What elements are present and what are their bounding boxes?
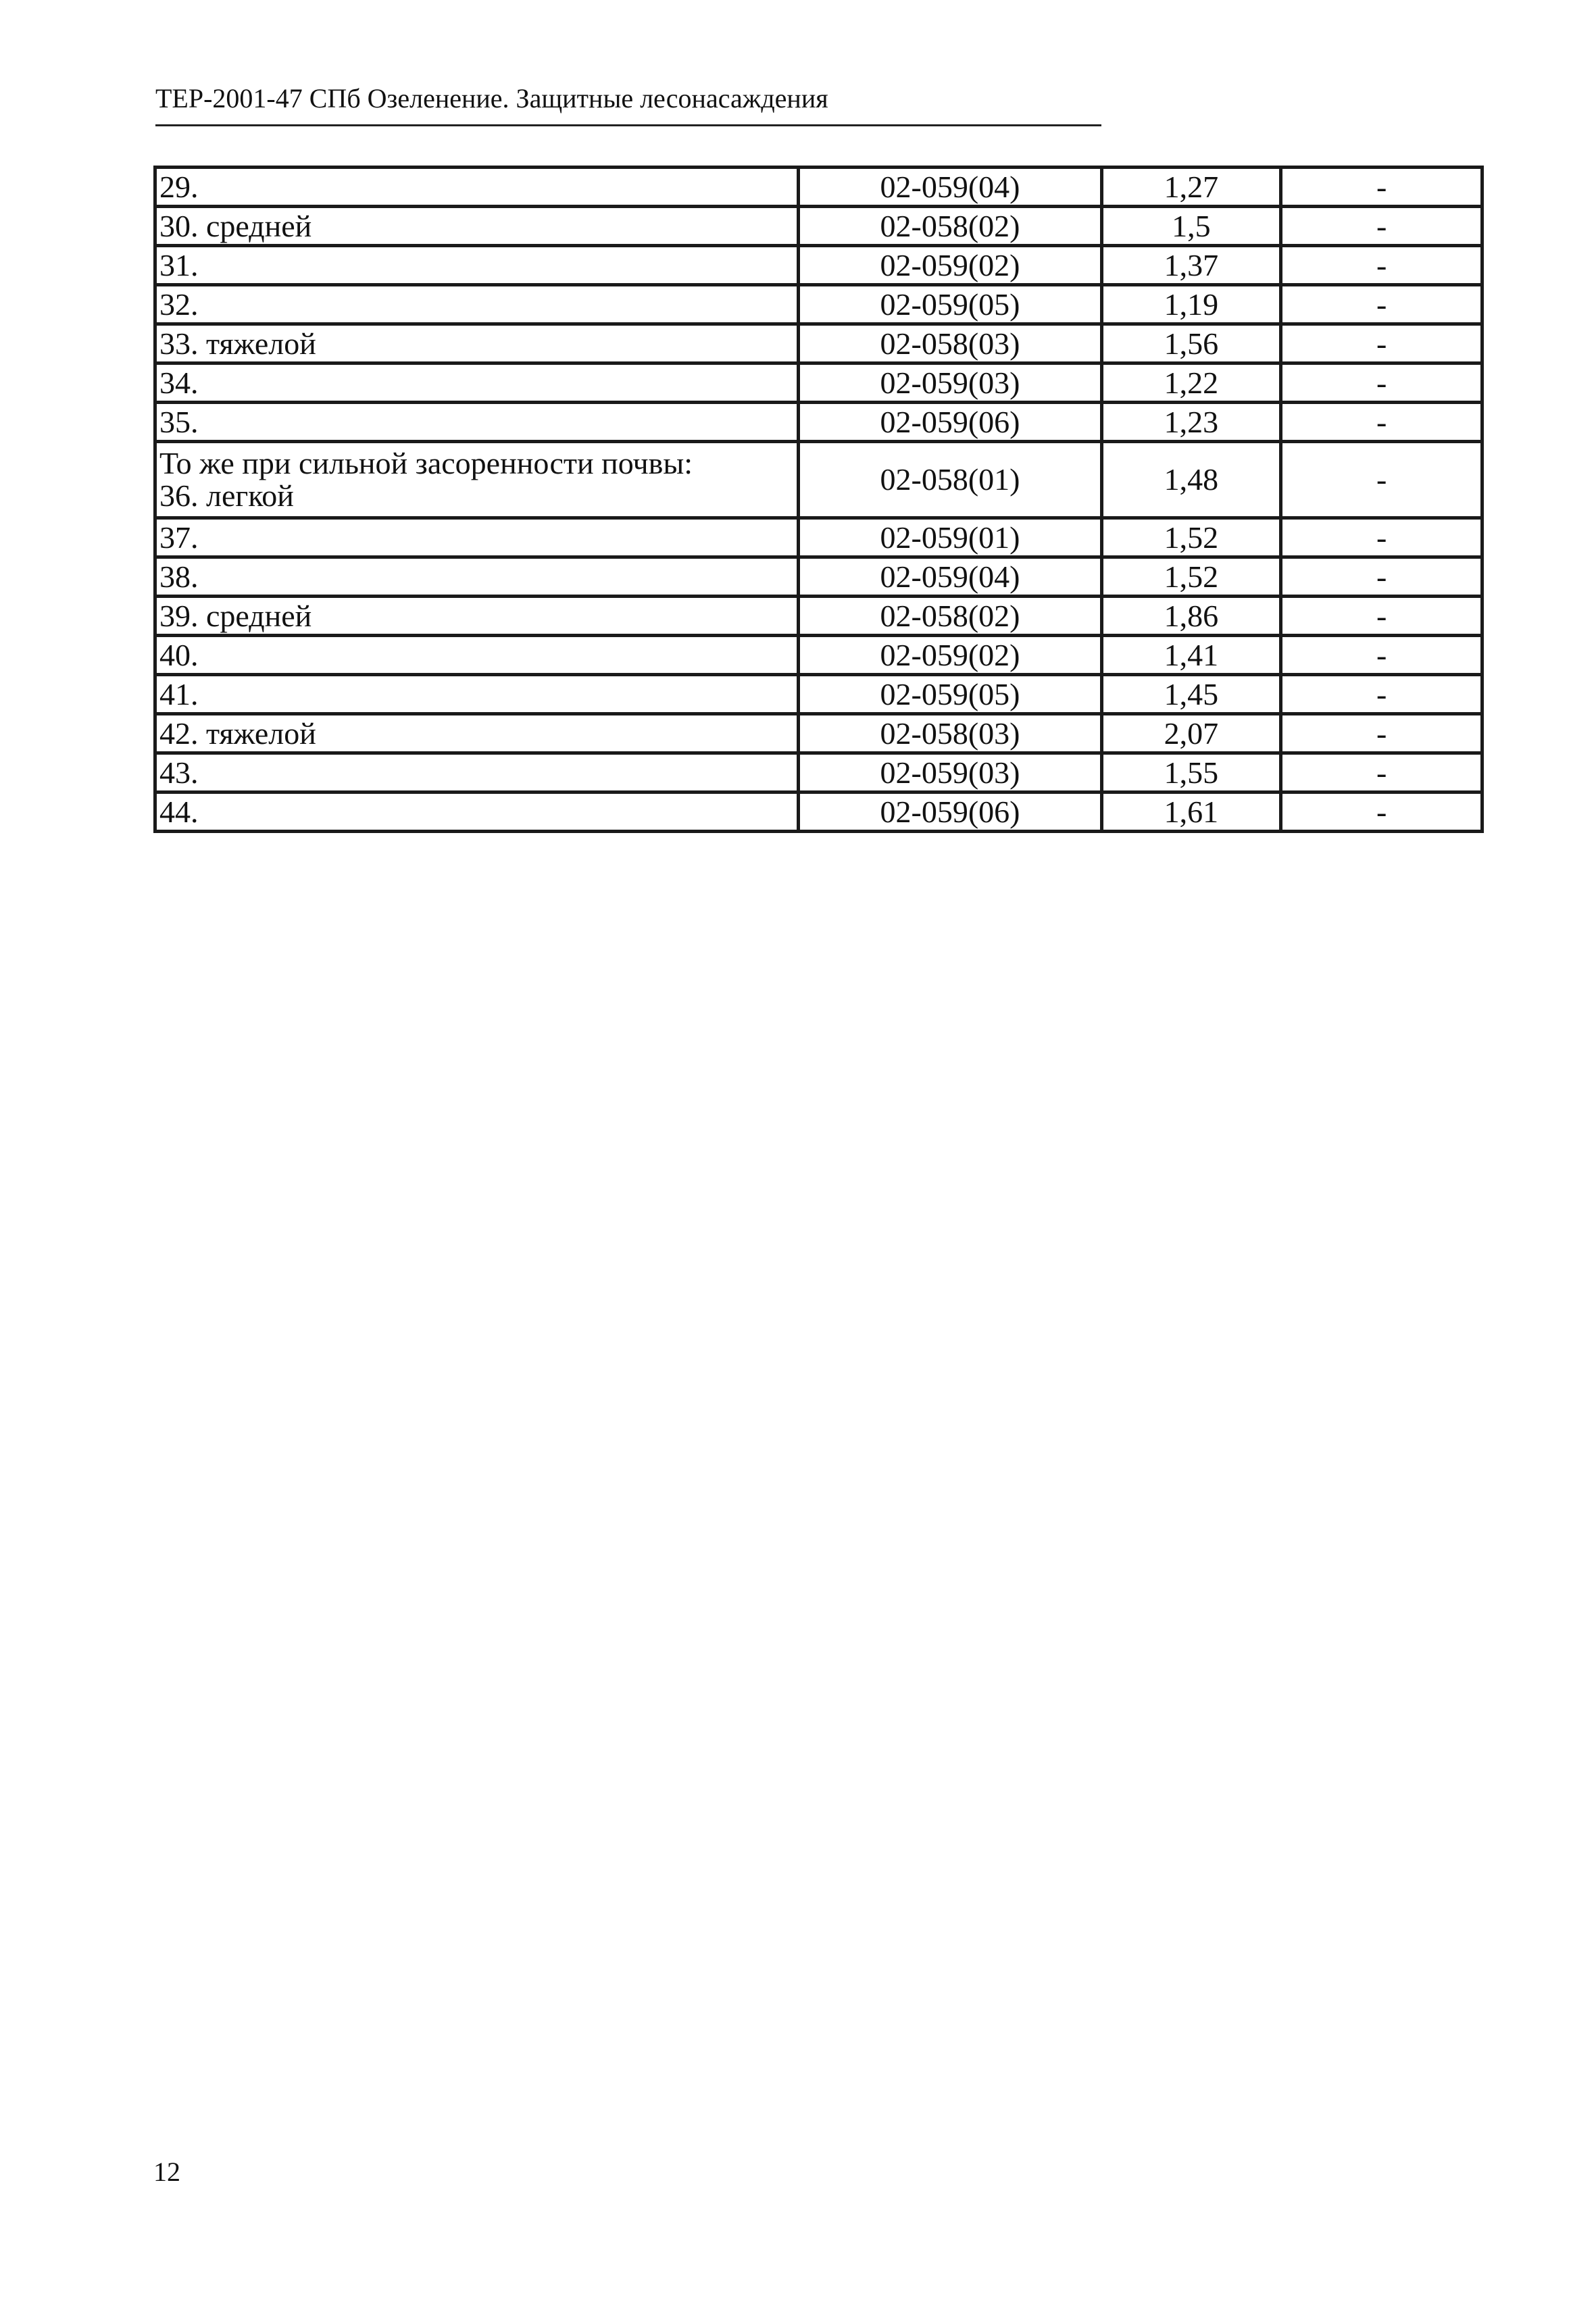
work-name-cell bbox=[155, 597, 799, 636]
extra-value-cell: - bbox=[1281, 442, 1482, 518]
work-name-text: 43. bbox=[159, 755, 199, 790]
extra-value-cell: - bbox=[1281, 753, 1482, 793]
table-row bbox=[155, 793, 1482, 832]
coefficient-cell: 1,61 bbox=[1101, 793, 1281, 832]
table-row bbox=[155, 363, 1482, 403]
norm-code-cell: 02-059(05) bbox=[799, 675, 1101, 714]
work-name-text: 44. bbox=[159, 794, 199, 829]
work-name-cell bbox=[155, 363, 799, 403]
coefficient-cell: 1,19 bbox=[1101, 285, 1281, 324]
norm-code-cell: 02-059(04) bbox=[799, 557, 1101, 597]
work-name-text: 42. тяжелой bbox=[159, 715, 316, 751]
coefficient-cell: 1,48 bbox=[1101, 442, 1281, 518]
extra-value-cell: - bbox=[1281, 246, 1482, 285]
norm-code-cell: 02-059(05) bbox=[799, 285, 1101, 324]
work-name-text: 40. bbox=[159, 637, 199, 672]
coefficient-cell: 1,5 bbox=[1101, 207, 1281, 246]
extra-value-cell: - bbox=[1281, 324, 1482, 363]
extra-value-cell: - bbox=[1281, 207, 1482, 246]
work-name-cell bbox=[155, 442, 799, 518]
table-row bbox=[155, 207, 1482, 246]
work-name-text: 41. bbox=[159, 676, 199, 711]
norm-code-cell: 02-059(06) bbox=[799, 403, 1101, 442]
work-name-cell bbox=[155, 518, 799, 557]
coefficient-cell: 1,52 bbox=[1101, 557, 1281, 597]
table-row bbox=[155, 597, 1482, 636]
work-name-text: 34. bbox=[159, 365, 199, 400]
work-name-cell bbox=[155, 753, 799, 793]
norm-code-cell: 02-059(06) bbox=[799, 793, 1101, 832]
work-name-text: 37. bbox=[159, 520, 199, 555]
coefficient-cell: 1,56 bbox=[1101, 324, 1281, 363]
extra-value-cell: - bbox=[1281, 285, 1482, 324]
work-name-cell bbox=[155, 714, 799, 753]
coefficient-cell: 1,27 bbox=[1101, 168, 1281, 207]
extra-value-cell: - bbox=[1281, 518, 1482, 557]
norm-code-cell: 02-058(03) bbox=[799, 324, 1101, 363]
document-header: ТЕР-2001-47 СПб Озеленение. Защитные лесонасаждения bbox=[155, 80, 1101, 126]
work-name-cell bbox=[155, 793, 799, 832]
work-name-cell bbox=[155, 246, 799, 285]
coefficient-cell: 1,45 bbox=[1101, 675, 1281, 714]
work-name-cell bbox=[155, 636, 799, 675]
coefficient-cell: 1,52 bbox=[1101, 518, 1281, 557]
extra-value-cell: - bbox=[1281, 557, 1482, 597]
table-row bbox=[155, 636, 1482, 675]
work-name-text: 39. средней bbox=[159, 598, 312, 633]
work-name-text: 35. bbox=[159, 404, 199, 439]
work-name-text: 31. bbox=[159, 247, 199, 282]
work-name-text: То же при сильной засоренности почвы: bbox=[159, 446, 693, 480]
table-row bbox=[155, 557, 1482, 597]
extra-value-cell: - bbox=[1281, 636, 1482, 675]
extra-value-cell: - bbox=[1281, 403, 1482, 442]
work-name-text: 30. средней bbox=[159, 208, 312, 243]
norm-code-cell: 02-058(01) bbox=[799, 442, 1101, 518]
table-row bbox=[155, 714, 1482, 753]
work-name-cell bbox=[155, 285, 799, 324]
table-row bbox=[155, 753, 1482, 793]
table-row bbox=[155, 168, 1482, 207]
table-row bbox=[155, 285, 1482, 324]
norm-code-cell: 02-058(03) bbox=[799, 714, 1101, 753]
norm-code-cell: 02-059(03) bbox=[799, 753, 1101, 793]
table-row bbox=[155, 403, 1482, 442]
norm-code-cell: 02-058(02) bbox=[799, 207, 1101, 246]
work-name-text: 29. bbox=[159, 169, 199, 204]
table-body bbox=[155, 168, 1482, 832]
table-row bbox=[155, 518, 1482, 557]
work-name-cell bbox=[155, 207, 799, 246]
work-name-cell bbox=[155, 557, 799, 597]
coefficient-cell: 1,86 bbox=[1101, 597, 1281, 636]
extra-value-cell: - bbox=[1281, 363, 1482, 403]
table-row bbox=[155, 324, 1482, 363]
work-name-text: 32. bbox=[159, 286, 199, 322]
coefficient-cell: 1,23 bbox=[1101, 403, 1281, 442]
table-row bbox=[155, 675, 1482, 714]
coefficient-cell: 2,07 bbox=[1101, 714, 1281, 753]
norm-code-cell: 02-059(04) bbox=[799, 168, 1101, 207]
norm-code-cell: 02-059(02) bbox=[799, 246, 1101, 285]
norm-code-cell: 02-059(03) bbox=[799, 363, 1101, 403]
work-name-cell bbox=[155, 324, 799, 363]
norm-code-cell: 02-059(01) bbox=[799, 518, 1101, 557]
coefficient-cell: 1,41 bbox=[1101, 636, 1281, 675]
norm-code-cell: 02-059(02) bbox=[799, 636, 1101, 675]
coefficient-cell: 1,37 bbox=[1101, 246, 1281, 285]
page-number: 12 bbox=[153, 2157, 180, 2187]
extra-value-cell: - bbox=[1281, 714, 1482, 753]
extra-value-cell: - bbox=[1281, 168, 1482, 207]
work-name-cell bbox=[155, 168, 799, 207]
extra-value-cell: - bbox=[1281, 675, 1482, 714]
coefficient-cell: 1,22 bbox=[1101, 363, 1281, 403]
work-name-cell bbox=[155, 675, 799, 714]
work-name-cell bbox=[155, 403, 799, 442]
coefficients-table bbox=[153, 166, 1484, 833]
norm-code-cell: 02-058(02) bbox=[799, 597, 1101, 636]
work-name-text: 33. тяжелой bbox=[159, 326, 316, 361]
extra-value-cell: - bbox=[1281, 597, 1482, 636]
extra-value-cell: - bbox=[1281, 793, 1482, 832]
work-name-text: 36. легкой bbox=[159, 478, 294, 513]
table-row bbox=[155, 246, 1482, 285]
coefficient-cell: 1,55 bbox=[1101, 753, 1281, 793]
table-row bbox=[155, 442, 1482, 518]
work-name-text: 38. bbox=[159, 559, 199, 594]
